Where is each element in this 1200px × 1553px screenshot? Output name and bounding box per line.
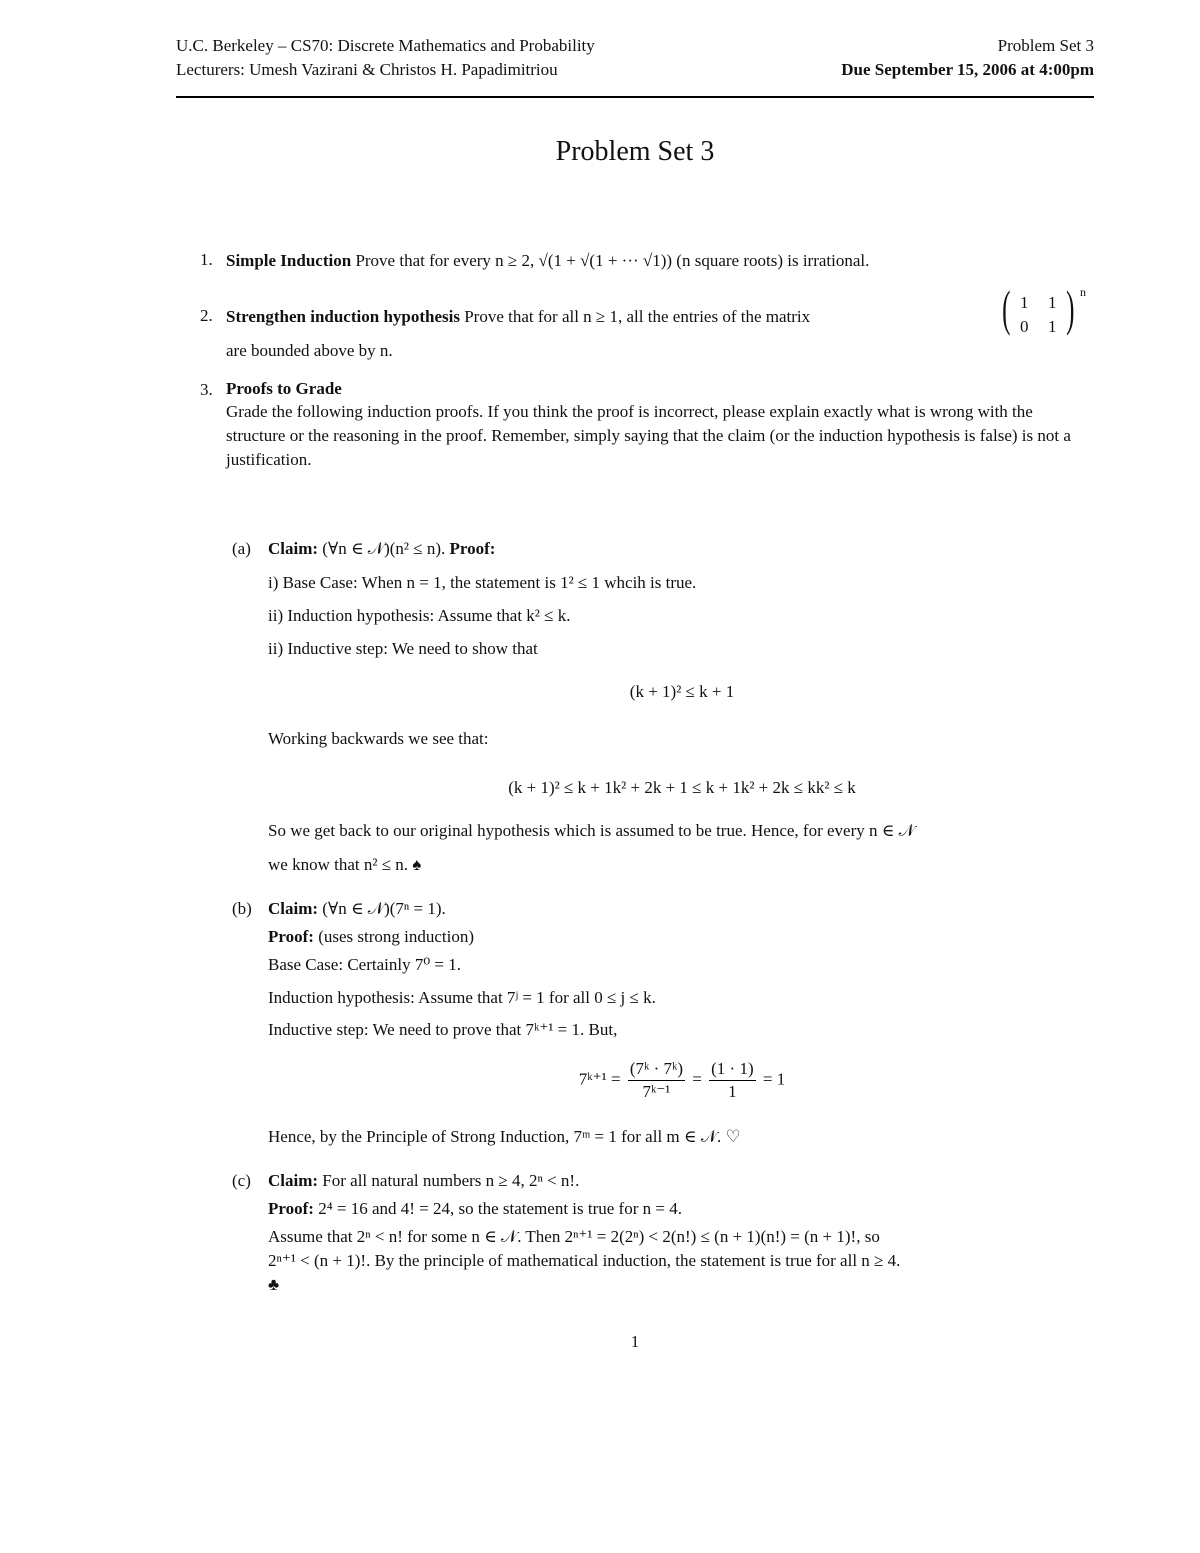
part-b-frac-2-den: 1 — [728, 1082, 737, 1101]
club-symbol: ♣ — [268, 1275, 280, 1294]
part-a-claim-label: Claim: — [268, 539, 319, 558]
part-b-claim: (∀n ∈ 𝒩)(7ⁿ = 1). — [322, 899, 446, 918]
part-b-frac-2 — [709, 1058, 755, 1103]
part-b-frac-1-den: 7ᵏ⁻¹ — [642, 1082, 671, 1101]
part-b-concl: Hence, by the Principle of Strong Induction, 7ᵐ = 1 for all m ∈ 𝒩. ♡ — [268, 1127, 741, 1146]
lecturers: Lecturers: Umesh Vazirani & Christos H. Papadimitriou — [176, 60, 558, 79]
matrix: ( 1 1 0 1 ) n — [1002, 280, 1086, 336]
course-title: U.C. Berkeley – CS70: Discrete Mathematics and Probability — [176, 36, 595, 55]
part-a-eq2: (k + 1)² ≤ k + 1k² + 2k + 1 ≤ k + 1k² + 2k ≤ kk² ≤ k — [508, 778, 856, 797]
part-a-eq1: (k + 1)² ≤ k + 1 — [629, 682, 735, 701]
page-number: 1 — [630, 1332, 640, 1351]
part-b-frac-1-num: (7ᵏ · 7ᵏ) — [628, 1058, 685, 1081]
part-a-working: Working backwards we see that: — [268, 729, 489, 748]
problem-2-heading: Strengthen induction hypothesis — [226, 307, 460, 326]
problem-3-heading-text: Proofs to Grade — [226, 379, 342, 398]
part-b-base: Base Case: Certainly 7⁰ = 1. — [268, 955, 461, 974]
part-b-eq-rhs: = 1 — [762, 1069, 786, 1089]
problem-3-text: Grade the following induction proofs. If you think the proof is incorrect, please explain exactly what is wrong with the structure or the reasoning in the proof. Remember, simply saying that the claim (or the induction hypothesis is false) is not a justification. — [226, 402, 1071, 469]
problem-1-text: Prove that for every n ≥ 2, √(1 + √(1 + ··· √1)) (n square roots) is irrational. — [355, 251, 870, 270]
part-b-equation: 7ᵏ⁺¹ = $\frac{\text{(7ᵏ · 7ᵏ)}}{\text{7ᵏ⁻¹}}$ = $\frac{(1 \cdot 1)}{1}$ = 1 — [578, 1059, 786, 1101]
part-b-proof-label: Proof: — [268, 927, 314, 946]
part-b-frac-2-num: (1 · 1) — [709, 1058, 755, 1081]
matrix-a12: 1 — [1048, 293, 1057, 312]
part-c-claim: For all natural numbers n ≥ 4, 2ⁿ < n!. — [322, 1171, 580, 1190]
part-b-frac-1 — [628, 1058, 685, 1103]
part-c-line2: Assume that 2ⁿ < n! for some n ∈ 𝒩. Then 2ⁿ⁺¹ = 2(2ⁿ) < 2(n!) ≤ (n + 1)(n!) = (n + 1)!, so — [268, 1227, 880, 1246]
part-a-concl2: we know that n² ≤ n. ♠ — [268, 855, 422, 874]
part-a-hyp: ii) Induction hypothesis: Assume that k² ≤ k. — [268, 606, 571, 625]
problem-2-text: Prove that for all n ≥ 1, all the entries of the matrix — [464, 307, 811, 326]
part-c-claim-label: Claim: — [268, 1171, 319, 1190]
part-b-hyp: Induction hypothesis: Assume that 7ʲ = 1 for all 0 ≤ j ≤ k. — [268, 988, 656, 1007]
set-label: Problem Set 3 — [997, 36, 1094, 55]
part-b-claim-label: Claim: — [268, 899, 319, 918]
problem-1 — [226, 252, 1096, 269]
part-a-claim-line — [268, 540, 495, 557]
part-b-step: Inductive step: We need to prove that 7ᵏ⁺¹ = 1. But, — [268, 1020, 618, 1039]
part-a-concl1: So we get back to our original hypothesis which is assumed to be true. Hence, for every n ∈ 𝒩 — [268, 821, 915, 840]
part-c-proof-line — [268, 1200, 682, 1217]
problem-2-text-2: are bounded above by n. — [226, 341, 393, 360]
matrix-a21: 0 — [1020, 317, 1029, 336]
matrix-a22: 1 — [1048, 317, 1057, 336]
part-b-label: (b) — [232, 899, 252, 918]
part-a-label: (a) — [232, 539, 251, 558]
matrix-a11: 1 — [1020, 293, 1029, 312]
part-b-claim-line — [268, 900, 446, 917]
matrix-exponent: n — [1080, 285, 1086, 299]
part-c-label: (c) — [232, 1171, 251, 1190]
part-c-proof: 2⁴ = 16 and 4! = 24, so the statement is true for n = 4. — [318, 1199, 682, 1218]
problem-3-number: 3. — [200, 380, 213, 399]
part-a-claim: (∀n ∈ 𝒩)(n² ≤ n). — [322, 539, 446, 558]
part-b-eq-lhs: 7ᵏ⁺¹ = — [578, 1069, 621, 1089]
part-a-step: ii) Inductive step: We need to show that — [268, 639, 538, 658]
due-date: Due September 15, 2006 at 4:00pm — [841, 60, 1094, 79]
problem-1-number: 1. — [200, 250, 213, 269]
problem-1-heading: Simple Induction — [226, 251, 352, 270]
problem-2-number: 2. — [200, 306, 213, 325]
problem-2 — [226, 308, 810, 325]
part-b-proof-line — [268, 928, 474, 945]
problem-3-heading — [226, 380, 342, 397]
header-rule — [176, 96, 1094, 98]
part-a-proof-label: Proof: — [449, 539, 496, 558]
part-c-claim-line — [268, 1172, 579, 1189]
part-c-proof-label: Proof: — [268, 1199, 314, 1218]
part-b-proof: (uses strong induction) — [318, 927, 475, 946]
page-title: Problem Set 3 — [555, 136, 715, 167]
part-c-line3: 2ⁿ⁺¹ < (n + 1)!. By the principle of mathematical induction, the statement is true for all n ≥ 4. — [268, 1251, 901, 1270]
part-a-base: i) Base Case: When n = 1, the statement is 1² ≤ 1 whcih is true. — [268, 573, 697, 592]
